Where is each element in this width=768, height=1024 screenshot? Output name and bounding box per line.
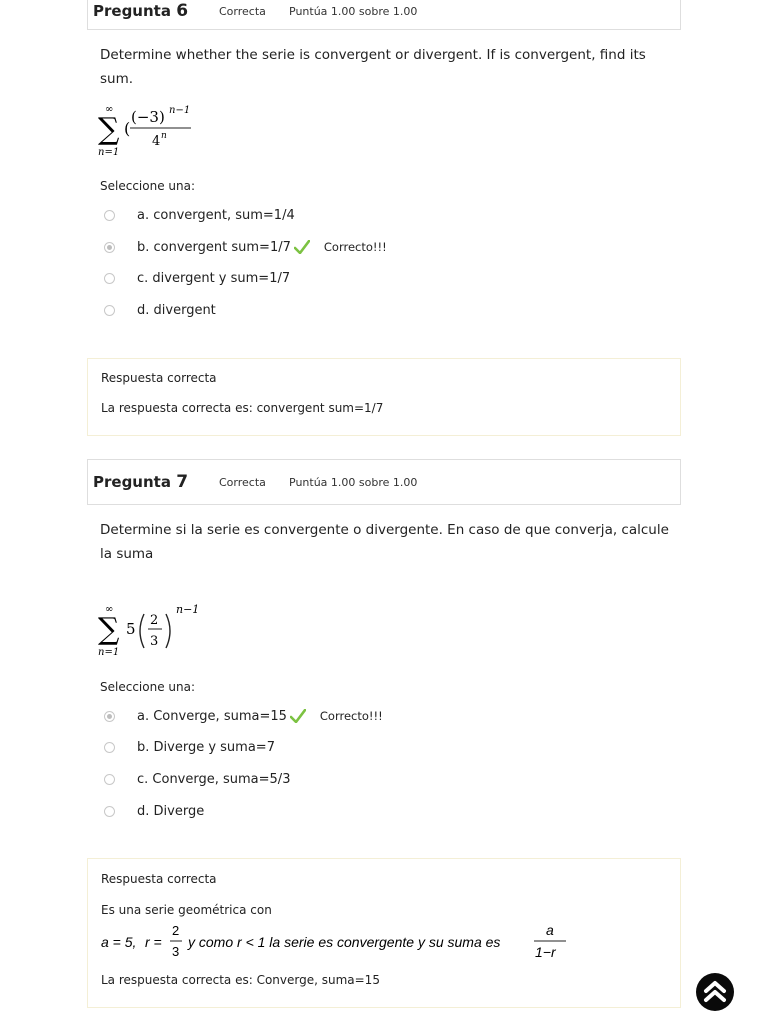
sum-lower-limit: n=1 [98,647,120,658]
question-7-number [93,472,219,492]
option-label: b. convergent sum=1/7 [137,239,291,255]
sum-denominator: 1−r [535,944,556,960]
radio-button[interactable] [104,305,115,316]
coefficient: 5 [126,620,136,638]
left-paren [140,614,144,648]
question-7-info [87,459,681,505]
question-7-option-b[interactable] [104,737,275,757]
radio-button[interactable] [104,806,115,817]
question-7-option-a[interactable] [104,706,383,726]
question-6-outcome [87,358,681,436]
sum-numerator: a [546,922,554,938]
outcome-title: Respuesta correcta [101,872,217,886]
denominator-exponent: n [161,131,167,141]
question-6-option-b[interactable] [104,237,387,257]
question-7-text: Determine si la serie es convergente o divergente. En caso de que converja, calcule la suma [100,522,669,562]
question-7-grade: Puntúa 1.00 sobre 1.00 [289,475,418,489]
option-label: a. convergent, sum=1/4 [137,207,295,223]
question-6-prompt: Seleccione una: [100,179,195,193]
sum-lower-limit: n=1 [98,147,120,158]
option-label: c. divergent y sum=1/7 [137,270,291,286]
radio-button-selected[interactable] [104,711,115,722]
option-label: a. Converge, suma=15 [137,708,287,724]
outcome-title: Respuesta correcta [101,371,217,385]
denominator: 4 [152,134,161,149]
question-number: 7 [176,472,189,492]
feedback-text: Correcto!!! [323,240,387,254]
radio-button[interactable] [104,273,115,284]
explanation-middle: y como r < 1 la serie es convergente y su suma es [188,934,501,950]
question-6-option-c[interactable] [104,268,290,288]
radio-button[interactable] [104,742,115,753]
question-6-state: Correcta [219,4,266,18]
question-label: Pregunta [93,2,171,20]
sigma-symbol: ∑ [98,612,120,647]
radio-button-selected[interactable] [104,242,115,253]
fraction-numerator: 2 [150,613,159,628]
question-6-number [93,1,219,21]
option-label: d. Diverge [137,803,205,819]
question-7-prompt: Seleccione una: [100,680,195,694]
exponent: n−1 [176,603,200,616]
scroll-to-top-button[interactable] [696,973,734,1011]
right-answer: La respuesta correcta es: convergent sum=1/7 [101,401,384,415]
question-6-info [87,0,681,30]
question-7-option-c[interactable] [104,769,290,789]
question-label: Pregunta [93,473,171,491]
radio-button[interactable] [104,774,115,785]
question-number: 6 [176,1,189,21]
question-6-option-d[interactable] [104,300,216,320]
check-icon [290,709,306,723]
option-label: d. divergent [137,302,216,318]
option-label: c. Converge, suma=5/3 [137,771,291,787]
question-6-grade: Puntúa 1.00 sobre 1.00 [289,4,418,18]
open-paren: ( [124,119,131,138]
r-equals: r = [145,934,162,950]
a-value: a = 5, [101,934,137,950]
r-denominator: 3 [172,944,180,959]
feedback-text: Correcto!!! [319,709,383,723]
question-7-formula [96,600,216,660]
option-label: b. Diverge y suma=7 [137,739,275,755]
check-icon [294,240,310,254]
question-6-formula [96,100,206,160]
explanation-intro: Es una serie geométrica con [101,903,272,917]
fraction-denominator: 3 [150,634,159,649]
right-answer: La respuesta correcta es: Converge, suma=15 [101,973,380,987]
question-6-option-a[interactable] [104,205,295,225]
sigma-symbol: ∑ [98,112,120,147]
question-7-outcome [87,858,681,1008]
r-numerator: 2 [172,923,180,938]
question-7-state: Correcta [219,475,266,489]
question-7-option-d[interactable] [104,801,204,821]
radio-button[interactable] [104,210,115,221]
right-paren [166,614,170,648]
sum-upper-limit: ∞ [105,604,114,615]
numerator: (−3) [131,108,165,126]
chevron-up-icon [696,973,734,1011]
numerator-exponent: n−1 [169,105,191,116]
explanation-formula [100,921,580,963]
sum-upper-limit: ∞ [105,104,114,115]
question-6-text: Determine whether the serie is convergent or divergent. If is convergent, find its sum. [100,47,646,87]
